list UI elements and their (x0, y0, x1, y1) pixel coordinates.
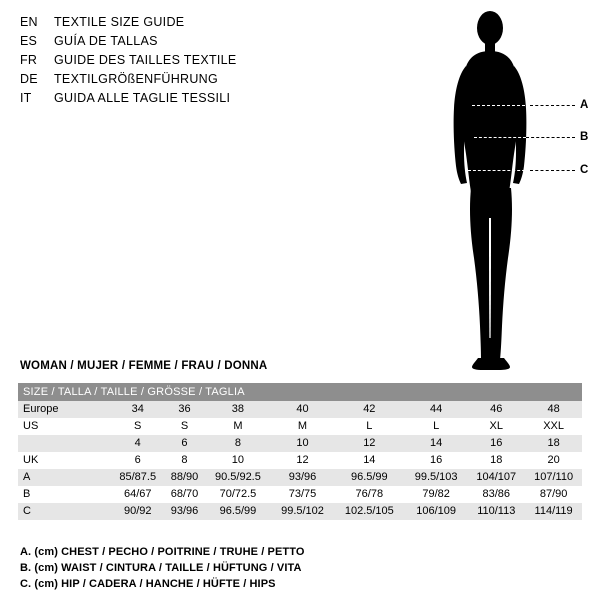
table-cell: 73/75 (271, 486, 333, 503)
table-cell: 93/96 (164, 503, 204, 520)
table-cell: 6 (164, 435, 204, 452)
table-cell: 16 (405, 452, 467, 469)
language-title: TEXTILE SIZE GUIDE (54, 15, 185, 29)
table-cell: 107/110 (525, 469, 582, 486)
table-header-row (18, 383, 582, 401)
table-cell: 42 (334, 401, 405, 418)
measure-label-b: B (580, 131, 589, 143)
size-table (18, 383, 582, 520)
table-cell: XXL (525, 418, 582, 435)
table-cell: 70/72.5 (205, 486, 272, 503)
table-cell: 6 (111, 452, 164, 469)
table-cell: 36 (164, 401, 204, 418)
measure-label-a: A (580, 99, 589, 111)
table-cell: 110/113 (467, 503, 525, 520)
table-row (18, 418, 582, 435)
language-title: TEXTILGRÖßENFÜHRUNG (54, 72, 219, 86)
table-cell: 85/87.5 (111, 469, 164, 486)
table-cell: 79/82 (405, 486, 467, 503)
table-cell: 8 (205, 435, 272, 452)
table-cell: 18 (467, 452, 525, 469)
table-cell: 68/70 (164, 486, 204, 503)
table-row (18, 401, 582, 418)
table-cell: 96.5/99 (205, 503, 272, 520)
waist-measure-line-inner (474, 137, 526, 138)
table-cell: 104/107 (467, 469, 525, 486)
table-cell: 10 (271, 435, 333, 452)
language-code: IT (20, 91, 32, 105)
table-cell: 40 (271, 401, 333, 418)
row-label: C (18, 503, 111, 520)
table-cell: 93/96 (271, 469, 333, 486)
figure-area (430, 8, 590, 373)
language-title: GUIDA ALLE TAGLIE TESSILI (54, 91, 231, 105)
row-label (18, 435, 111, 452)
language-row (20, 53, 440, 72)
table-cell: 88/90 (164, 469, 204, 486)
table-cell: L (405, 418, 467, 435)
table-cell: 87/90 (525, 486, 582, 503)
language-title: GUIDE DES TAILLES TEXTILE (54, 53, 237, 67)
table-cell: M (271, 418, 333, 435)
table-cell: 14 (405, 435, 467, 452)
row-label: UK (18, 452, 111, 469)
table-cell: 99.5/102 (271, 503, 333, 520)
measure-label-c: C (580, 164, 589, 176)
table-cell: 48 (525, 401, 582, 418)
table-header-label: SIZE / TALLA / TAILLE / GRÖSSE / TAGLIA (18, 383, 582, 401)
hip-measure-line-inner (468, 170, 530, 171)
note-hip: C. (cm) HIP / CADERA / HANCHE / HÜFTE / HIPS (20, 578, 276, 590)
table-cell: S (111, 418, 164, 435)
table-cell: M (205, 418, 272, 435)
table-cell: 76/78 (334, 486, 405, 503)
table-cell: 46 (467, 401, 525, 418)
row-label: US (18, 418, 111, 435)
table-cell: 18 (525, 435, 582, 452)
table-cell: 34 (111, 401, 164, 418)
table-cell: 10 (205, 452, 272, 469)
table-cell: 90/92 (111, 503, 164, 520)
table-cell: 44 (405, 401, 467, 418)
table-cell: 8 (164, 452, 204, 469)
language-row (20, 72, 440, 91)
language-row (20, 91, 440, 110)
table-cell: L (334, 418, 405, 435)
table-cell: 102.5/105 (334, 503, 405, 520)
language-code: DE (20, 72, 38, 86)
language-code: ES (20, 34, 38, 48)
note-chest: A. (cm) CHEST / PECHO / POITRINE / TRUHE / PETTO (20, 546, 305, 558)
table-row (18, 469, 582, 486)
chest-measure-line-outer (530, 105, 575, 106)
table-cell: 96.5/99 (334, 469, 405, 486)
table-cell: XL (467, 418, 525, 435)
row-label: B (18, 486, 111, 503)
table-cell: 99.5/103 (405, 469, 467, 486)
chest-measure-line-inner (472, 105, 530, 106)
language-code: FR (20, 53, 38, 67)
woman-section-caption: WOMAN / MUJER / FEMME / FRAU / DONNA (20, 360, 268, 372)
table-row (18, 486, 582, 503)
hip-measure-line-outer (530, 170, 575, 171)
woman-silhouette-icon (442, 8, 552, 373)
table-cell: 16 (467, 435, 525, 452)
language-header-list (20, 15, 440, 110)
table-cell: 12 (334, 435, 405, 452)
table-cell: 4 (111, 435, 164, 452)
table-cell: 38 (205, 401, 272, 418)
language-row (20, 34, 440, 53)
note-waist: B. (cm) WAIST / CINTURA / TAILLE / HÜFTUNG / VITA (20, 562, 302, 574)
language-title: GUÍA DE TALLAS (54, 34, 158, 48)
table-row (18, 435, 582, 452)
table-cell: 106/109 (405, 503, 467, 520)
table-cell: 90.5/92.5 (205, 469, 272, 486)
language-row (20, 15, 440, 34)
measurement-notes (20, 544, 580, 592)
table-cell: 64/67 (111, 486, 164, 503)
table-cell: 83/86 (467, 486, 525, 503)
waist-measure-line-outer (526, 137, 575, 138)
table-row (18, 503, 582, 520)
table-cell: S (164, 418, 204, 435)
table-row (18, 452, 582, 469)
table-cell: 114/119 (525, 503, 582, 520)
table-cell: 12 (271, 452, 333, 469)
language-code: EN (20, 15, 38, 29)
table-cell: 20 (525, 452, 582, 469)
table-cell: 14 (334, 452, 405, 469)
row-label: A (18, 469, 111, 486)
row-label: Europe (18, 401, 111, 418)
